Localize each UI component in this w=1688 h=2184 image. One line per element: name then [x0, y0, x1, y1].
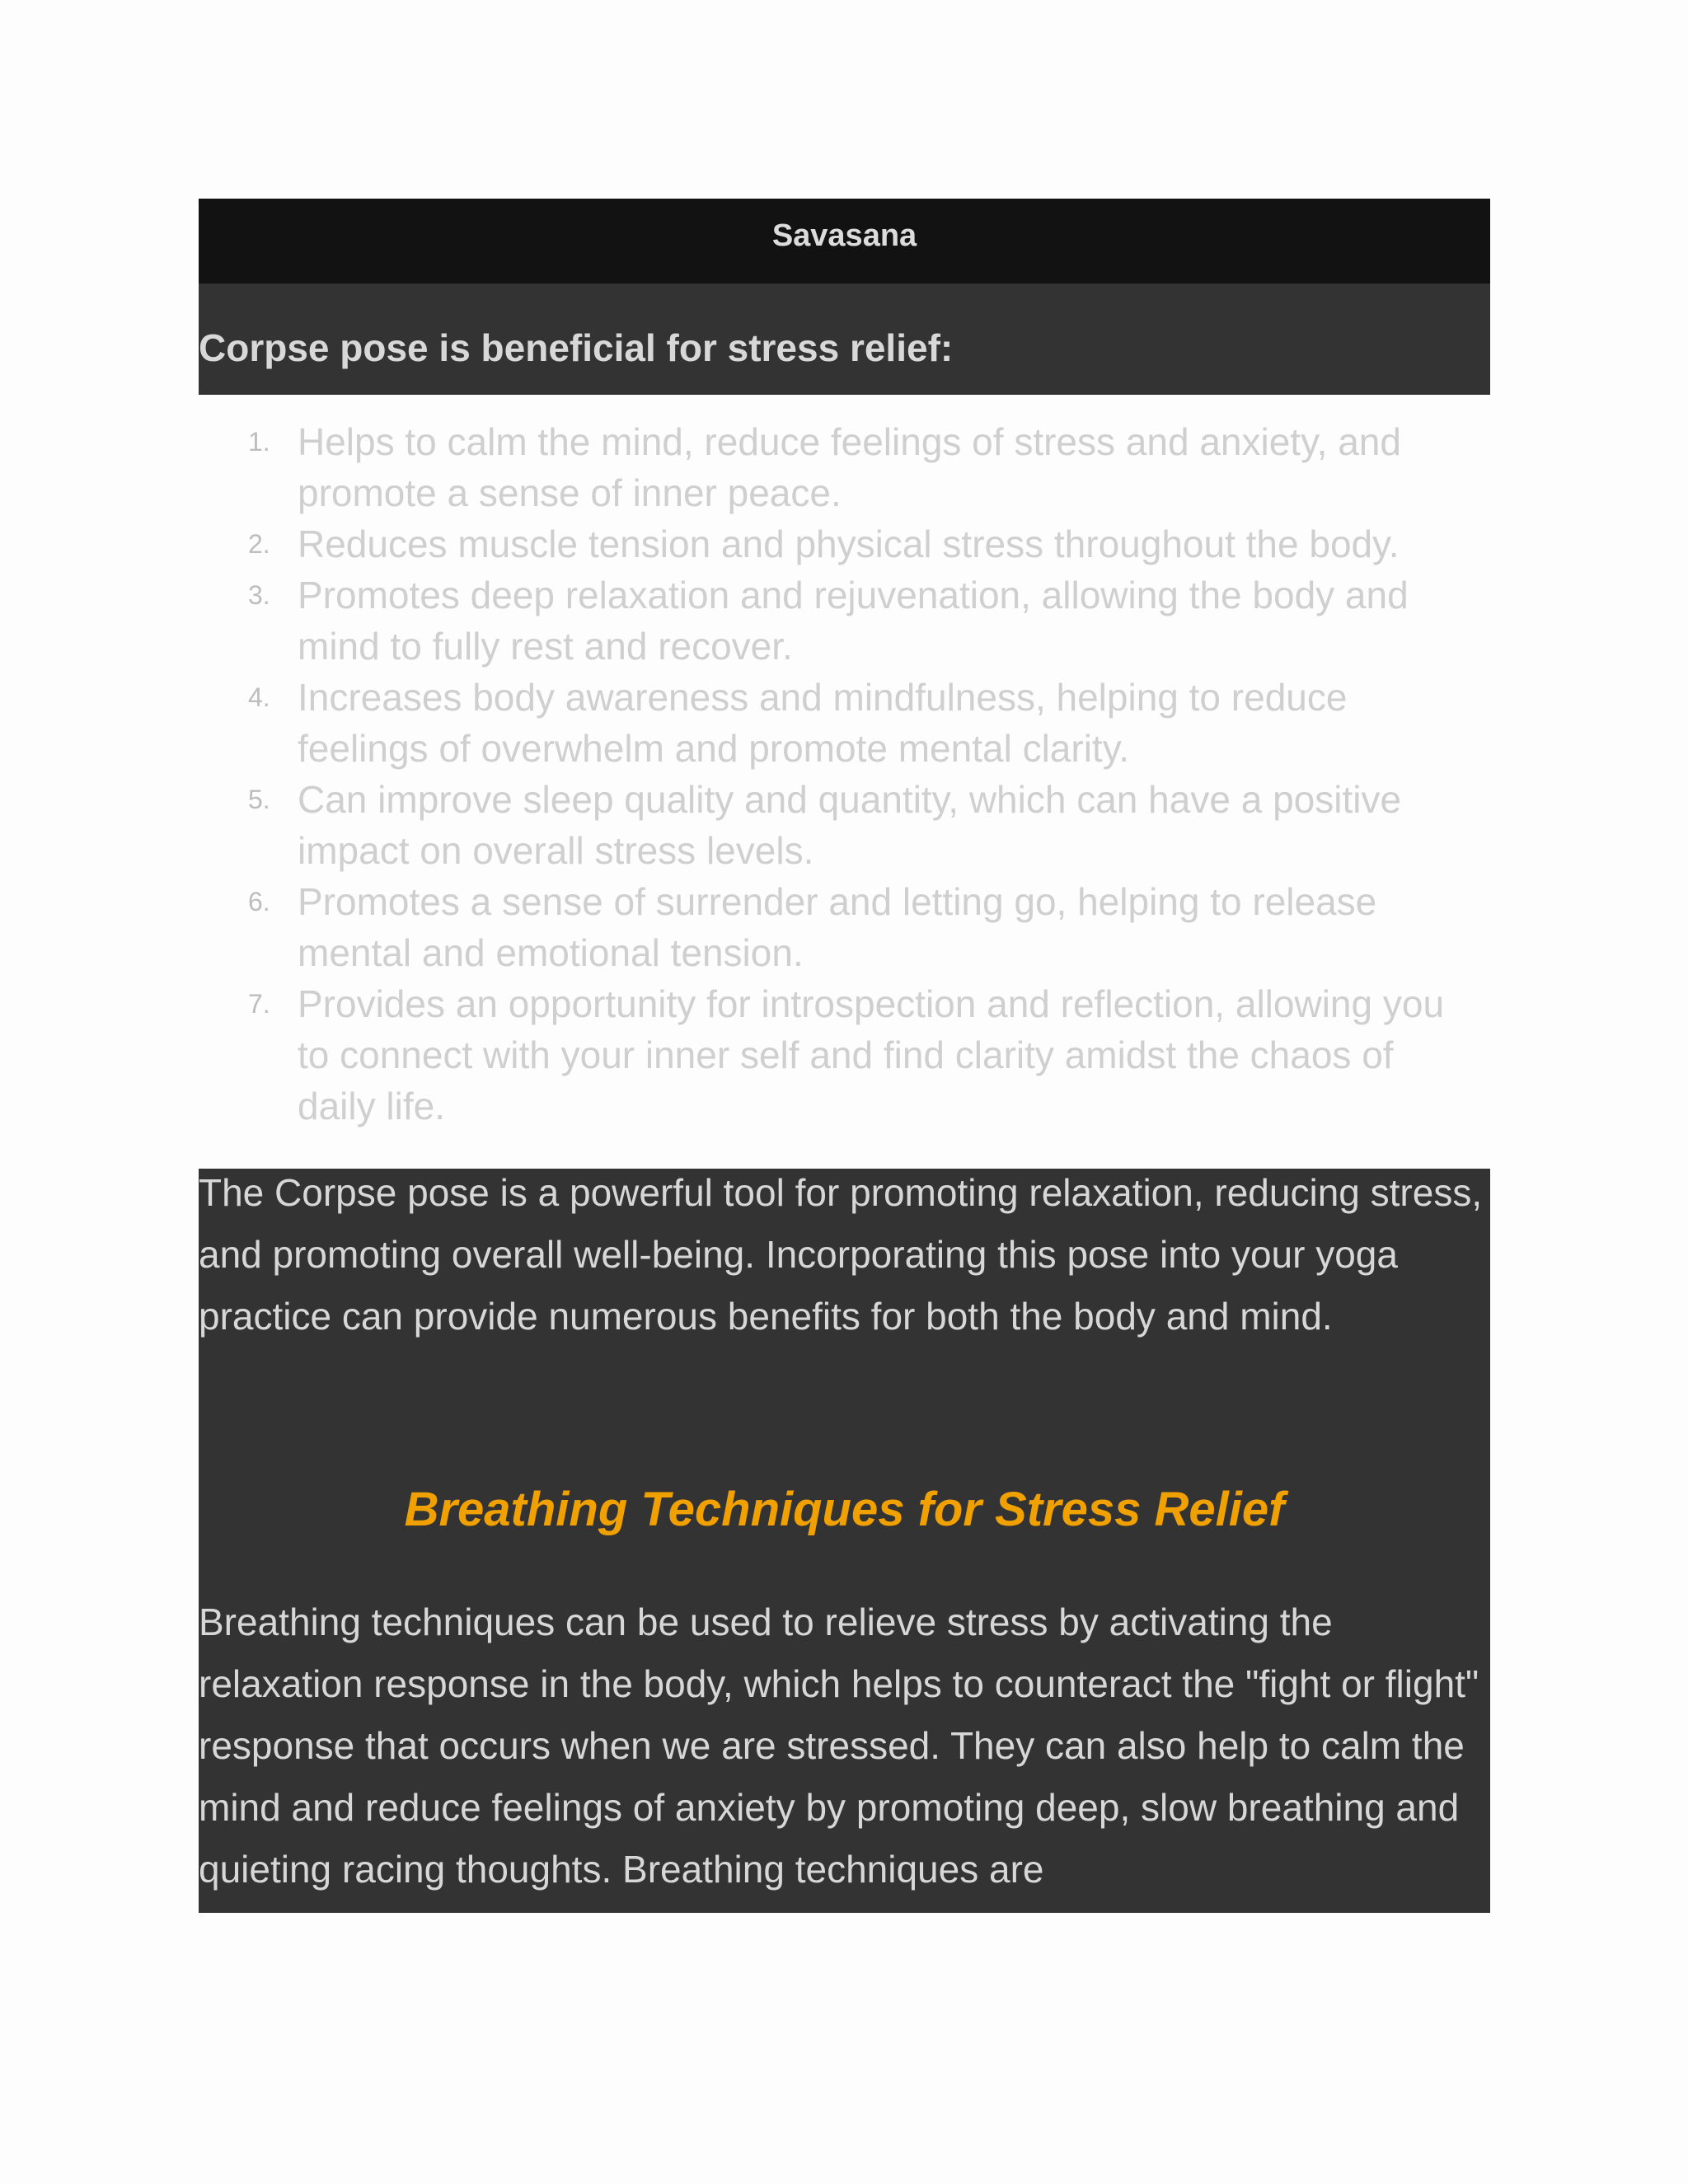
list-item-text: Reduces muscle tension and physical stress throughout the body.	[298, 523, 1400, 565]
benefits-heading: Corpse pose is beneficial for stress relief:	[199, 326, 954, 369]
content-panel	[199, 1169, 1490, 1913]
list-item	[199, 416, 1468, 518]
list-number: 6.	[248, 887, 270, 916]
document-page	[199, 199, 1490, 1891]
list-item-text: Promotes a sense of surrender and letting go, helping to release mental and emotional tension.	[298, 880, 1377, 974]
list-number: 7.	[248, 989, 270, 1019]
list-item	[199, 774, 1468, 876]
list-item	[199, 569, 1468, 672]
breathing-paragraph: Breathing techniques can be used to relieve stress by activating the relaxation response in the body, which helps to counteract the "fight or flight" response that occurs when we are stressed. They can also help to calm the mind and reduce feelings of anxiety by promoting deep, slow breathing and quieting racing thoughts. Breathing techniques are	[199, 1601, 1479, 1891]
list-item	[199, 672, 1468, 774]
list-number: 4.	[248, 682, 270, 712]
summary-paragraph: The Corpse pose is a powerful tool for promoting relaxation, reducing stress, and promoting overall well-being. Incorporating this pose into your yoga practice can provide numerous benefits for both the body and mind.	[199, 1171, 1483, 1338]
list-number: 3.	[248, 580, 270, 610]
list-item	[199, 876, 1468, 978]
list-item	[199, 518, 1468, 569]
list-item-text: Can improve sleep quality and quantity, which can have a positive impact on overall stress levels.	[298, 778, 1402, 872]
title-bar	[199, 199, 1490, 284]
list-item-text: Helps to calm the mind, reduce feelings of stress and anxiety, and promote a sense of inner peace.	[298, 420, 1401, 514]
section-heading: Breathing Techniques for Stress Relief	[404, 1483, 1285, 1536]
benefits-list	[199, 416, 1490, 1132]
page-title: Savasana	[771, 218, 917, 253]
list-item-text: Promotes deep relaxation and rejuvenation, allowing the body and mind to fully rest and recover.	[298, 574, 1409, 668]
list-item-text: Increases body awareness and mindfulness, helping to reduce feelings of overwhelm and promote mental clarity.	[298, 676, 1348, 770]
benefits-heading-block	[199, 284, 1490, 395]
list-number: 2.	[248, 529, 270, 559]
list-number: 1.	[248, 427, 270, 457]
list-item-text: Provides an opportunity for introspection and reflection, allowing you to connect with your inner self and find clarity amidst the chaos of daily life.	[298, 982, 1445, 1127]
list-item	[199, 978, 1468, 1132]
list-number: 5.	[248, 785, 270, 814]
